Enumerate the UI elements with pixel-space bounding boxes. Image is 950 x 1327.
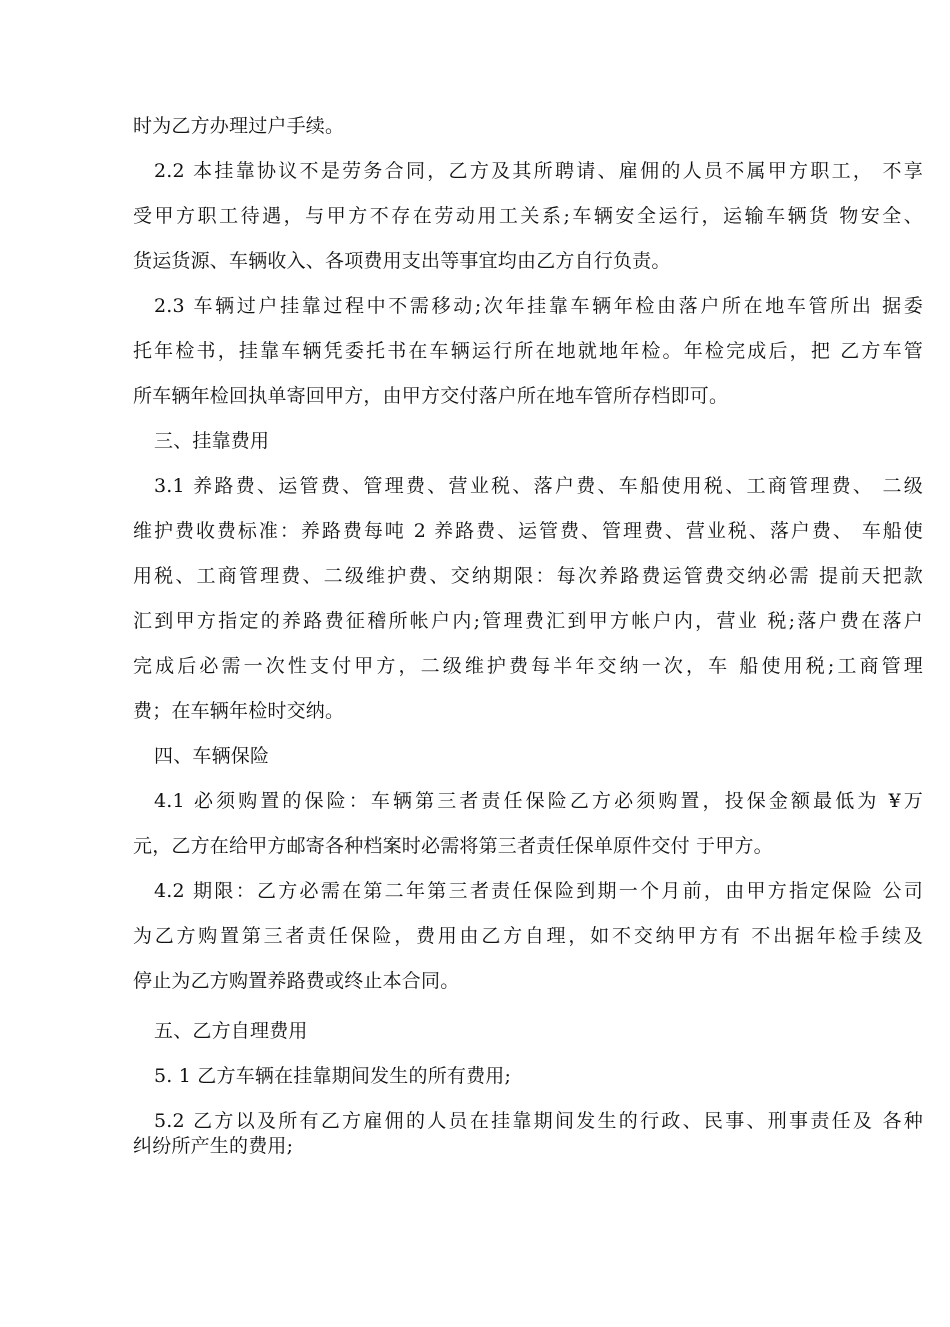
text-line: 5. 1 乙方车辆在挂靠期间发生的所有费用; <box>154 1065 512 1087</box>
text-line: 托年检书，挂靠车辆凭委托书在车辆运行所在地就地年检。年检完成后，把 乙方车管 <box>133 340 923 362</box>
text-line: 3.1 养路费、运管费、管理费、营业税、落户费、车船使用税、工商管理费、 二级 <box>154 475 923 497</box>
text-line: 完成后必需一次性支付甲方，二级维护费每半年交纳一次，车 船使用税;工商管理 <box>133 655 923 677</box>
text-line: 纠纷所产生的费用; <box>133 1135 294 1157</box>
text-line: 元，乙方在给甲方邮寄各种档案时必需将第三者责任保单原件交付 于甲方。 <box>133 835 773 857</box>
text-line: 用税、工商管理费、二级维护费、交纳期限：每次养路费运管费交纳必需 提前天把款 <box>133 565 923 587</box>
text-line: 2.2 本挂靠协议不是劳务合同，乙方及其所聘请、雇佣的人员不属甲方职工， 不享 <box>154 160 923 182</box>
section-heading: 四、车辆保险 <box>154 745 270 767</box>
text-line: 4.1 必须购置的保险：车辆第三者责任保险乙方必须购置，投保金额最低为 ¥万 <box>154 790 923 812</box>
section-heading: 五、乙方自理费用 <box>154 1020 308 1042</box>
text-line: 费；在车辆年检时交纳。 <box>133 700 345 722</box>
section-heading: 三、挂靠费用 <box>154 430 270 452</box>
text-line: 停止为乙方购置养路费或终止本合同。 <box>133 970 460 992</box>
text-line: 货运货源、车辆收入、各项费用支出等事宜均由乙方自行负责。 <box>133 250 671 272</box>
text-line: 受甲方职工待遇，与甲方不存在劳动用工关系;车辆安全运行，运输车辆货 物安全、 <box>133 205 923 227</box>
text-line: 5.2 乙方以及所有乙方雇佣的人员在挂靠期间发生的行政、民事、刑事责任及 各种 <box>154 1110 923 1132</box>
text-line: 2.3 车辆过户挂靠过程中不需移动;次年挂靠车辆年检由落户所在地车管所出 据委 <box>154 295 923 317</box>
text-line: 维护费收费标准：养路费每吨 2 养路费、运管费、管理费、营业税、落户费、 车船使 <box>133 520 923 542</box>
text-line: 为乙方购置第三者责任保险，费用由乙方自理，如不交纳甲方有 不出据年检手续及 <box>133 925 923 947</box>
text-line: 汇到甲方指定的养路费征稽所帐户内;管理费汇到甲方帐户内，营业 税;落户费在落户 <box>133 610 923 632</box>
text-line: 4.2 期限：乙方必需在第二年第三者责任保险到期一个月前，由甲方指定保险 公司 <box>154 880 923 902</box>
text-line: 所车辆年检回执单寄回甲方，由甲方交付落户所在地车管所存档即可。 <box>133 385 729 407</box>
text-line: 时为乙方办理过户手续。 <box>133 115 345 137</box>
